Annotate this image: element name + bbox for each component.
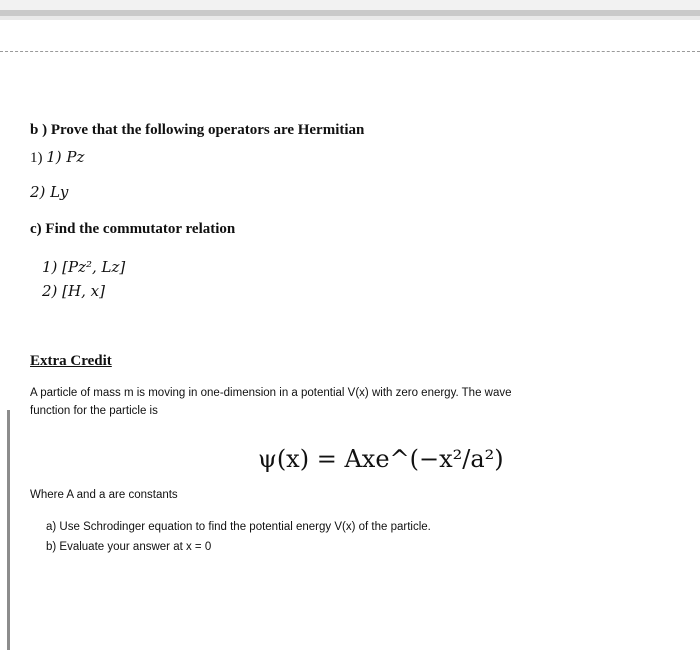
intro-line-1: A particle of mass m is moving in one-dimension in a potential V(x) with zero energy. The wave [30,387,512,399]
part-c-item-2: 2) [H, x] [42,282,105,300]
task-a: a) Use Schrodinger equation to find the potential energy V(x) of the particle. [46,521,431,533]
extra-credit-title: Extra Credit [30,353,112,369]
part-b-item-2 [30,183,68,202]
part-c-heading: c) Find the commutator relation [30,221,236,237]
left-margin-bar [7,410,10,650]
wavefunction-equation [258,445,504,473]
part-b-item-2-text: 2) Ly [30,183,69,201]
wavefunction-equation-text: ψ(x) = Axe^(−x²/a²) [258,445,504,473]
dashed-separator [0,51,700,52]
part-c-item-1: 1) [Pz², Lz] [42,258,126,276]
intro-line-2: function for the particle is [30,405,158,417]
top-fade [0,16,700,20]
task-b: b) Evaluate your answer at x = 0 [46,541,212,553]
part-b-item-1: 1) 1) Pz [30,148,85,166]
part-b-item-1-text: 1) Pz [46,148,85,166]
part-b-heading: b ) Prove that the following operators are Hermitian [30,122,365,138]
top-band [0,0,700,10]
constants-note: Where A and a are constants [30,489,178,501]
